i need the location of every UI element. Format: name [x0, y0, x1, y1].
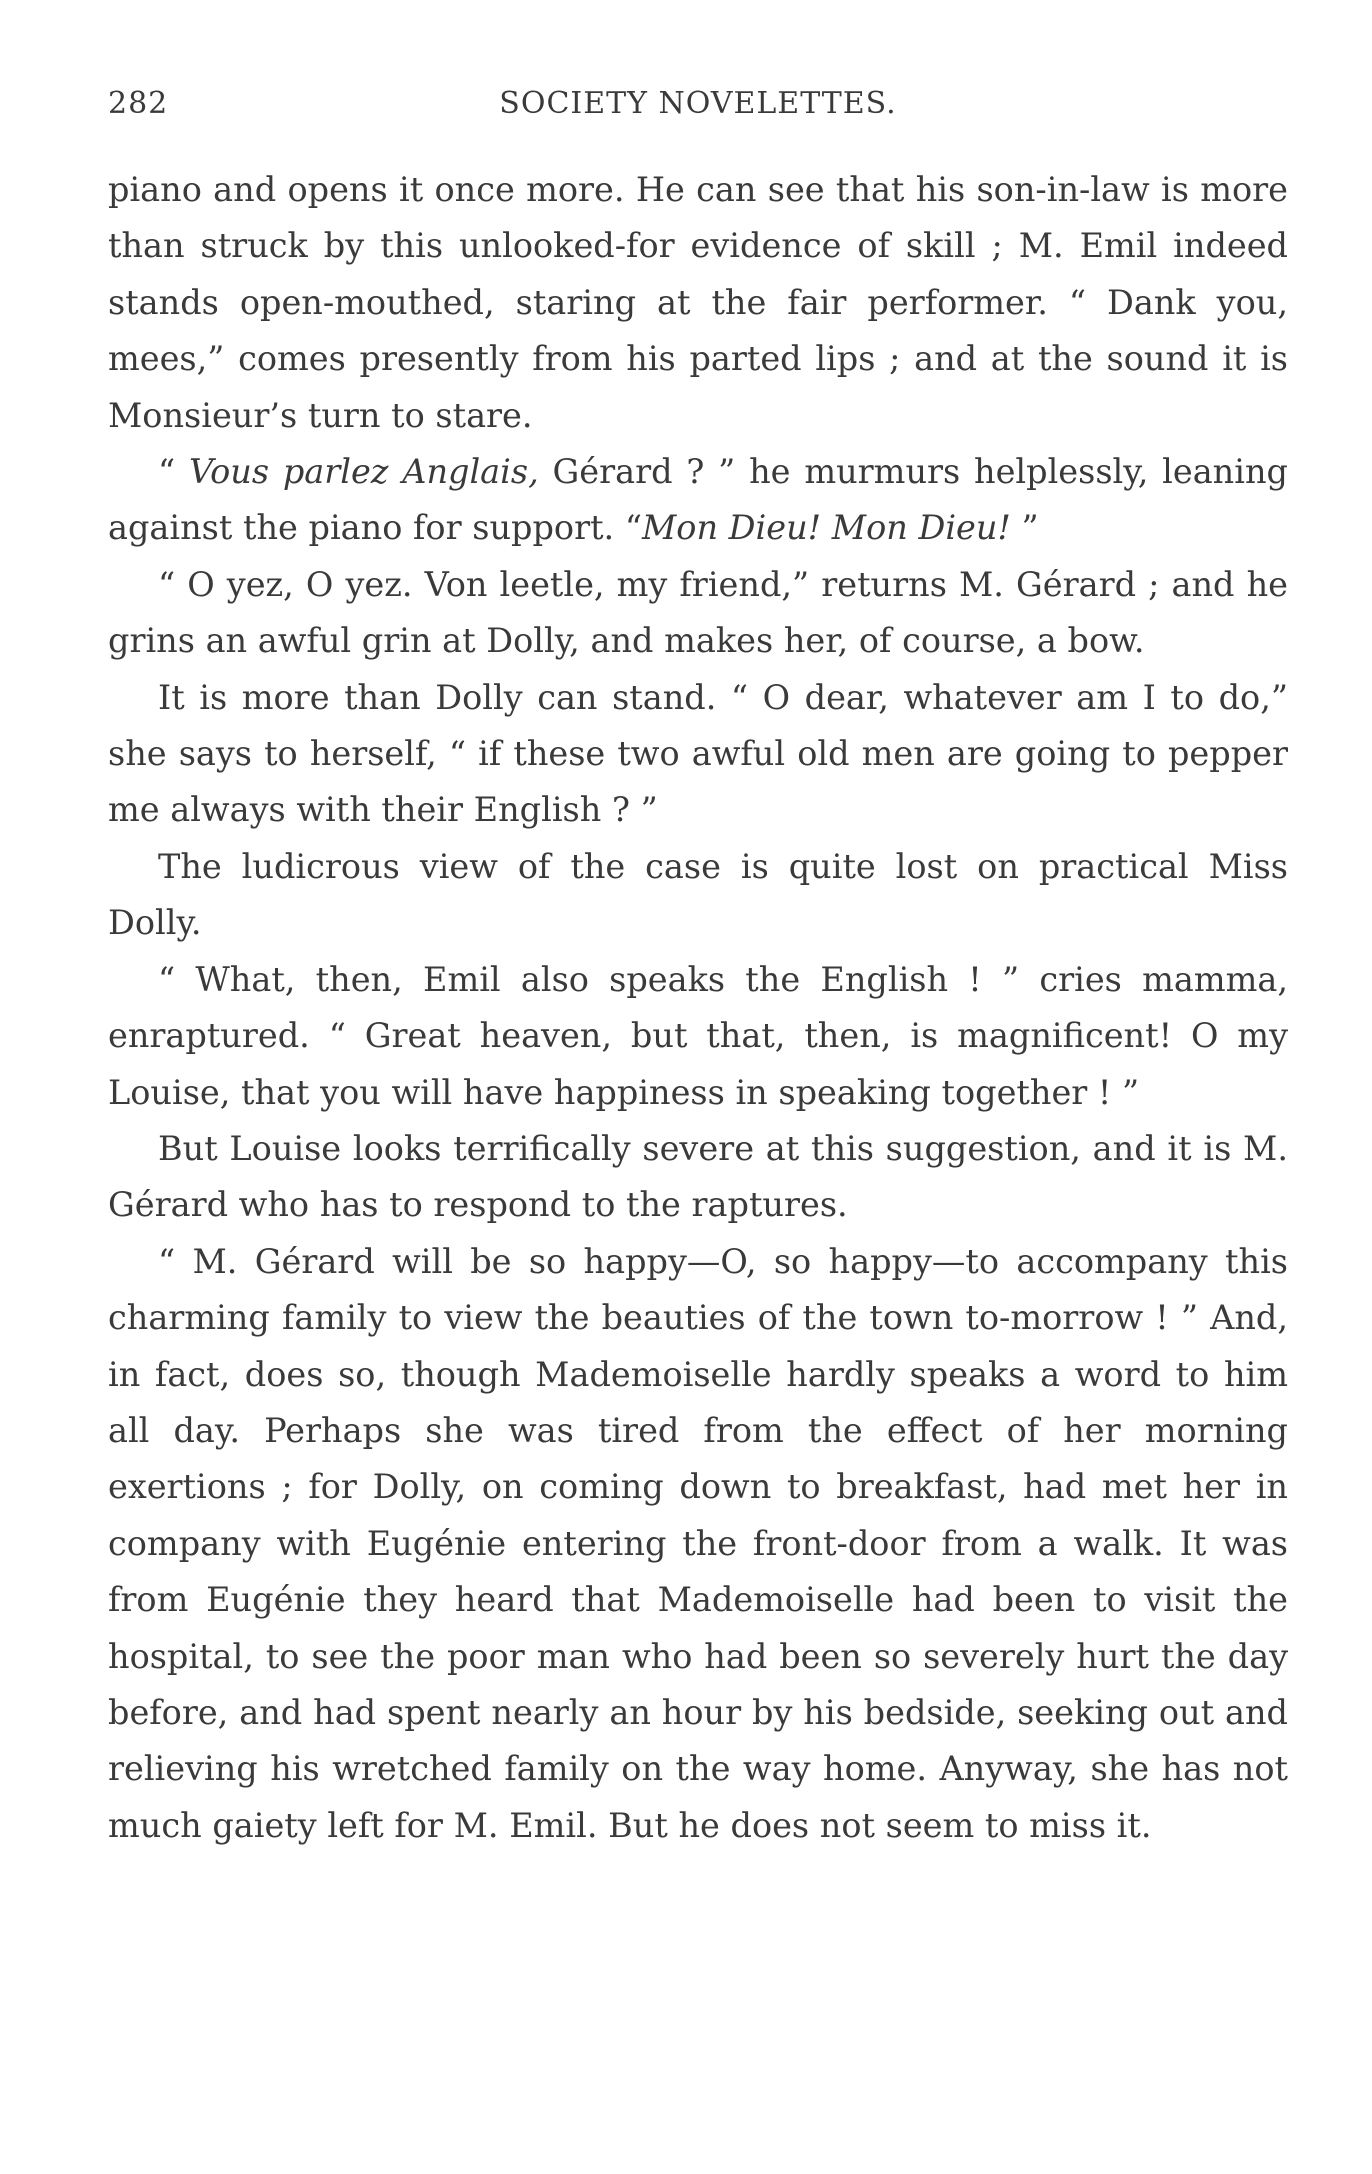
text-segment: It is more than Dolly can stand. “ O dear, whatever am I to do,” she says to herself, “ if these two awful old men are going to pepper me always with their English ? ” [108, 677, 1288, 830]
text-segment: But Louise looks terrifically severe at this suggestion, and it is M. Gérard who has to respond to the raptures. [108, 1128, 1288, 1225]
italic-text: Vous parlez Anglais, [188, 452, 539, 492]
page-number: 282 [108, 86, 169, 121]
text-segment: “ [158, 452, 189, 492]
text-segment: “ O yez, O yez. Von leetle, my friend,” returns M. Gérard ; and he grins an awful grin at Dolly, and makes her, of course, a bow. [108, 564, 1288, 661]
running-head: SOCIETY NOVELETTES. [499, 86, 897, 121]
text-segment: piano and opens it once more. He can see that his son-in-law is more than struck by this unlooked-for evidence of skill ; M. Emil indeed stands open-mouthed, staring at the fair performer. “ Dank you, mees,” comes presently from his parted lips ; and at the sound it is Monsieur’s turn to stare. [108, 170, 1288, 435]
text-segment: Gérard ? ” he murmurs helplessly, leaning against the piano for support. “ [108, 452, 1288, 548]
text-segment: ” [1010, 508, 1039, 548]
page-header [108, 78, 1288, 128]
paragraph [108, 1121, 1288, 1234]
italic-text: Mon Dieu! Mon Dieu! [641, 508, 1011, 548]
paragraph [108, 557, 1288, 670]
text-segment: “ What, then, Emil also speaks the English ! ” cries mamma, enraptured. “ Great heaven, but that, then, is magnificent! O my Louise, that you will have happiness in speaking together ! ” [108, 959, 1288, 1112]
body-text [108, 162, 1288, 1854]
paragraph [108, 839, 1288, 952]
paragraph [108, 1234, 1288, 1854]
book-page [108, 78, 1288, 1854]
text-segment: The ludicrous view of the case is quite lost on practical Miss Dolly. [108, 846, 1288, 943]
text-segment: “ M. Gérard will be so happy—O, so happy—to accompany this charming family to view the beauties of the town to-morrow ! ” And, in fact, does so, though Mademoiselle hardly speaks a word to him all day. Perhaps she was tired from the effect of her morning exertions ; for Dolly, on coming down to breakfast, had met her in company with Eugénie entering the front-door from a walk. It was from Eugénie they heard that Mademoiselle had been to visit the hospital, to see the poor man who had been so severely hurt the day before, and had spent nearly an hour by his bedside, seeking out and relieving his wretched family on the way home. Anyway, she has not much gaiety left for M. Emil. But he does not seem to miss it. [108, 1241, 1288, 1845]
paragraph [108, 670, 1288, 839]
paragraph [108, 444, 1288, 557]
paragraph [108, 952, 1288, 1121]
paragraph [108, 162, 1288, 444]
